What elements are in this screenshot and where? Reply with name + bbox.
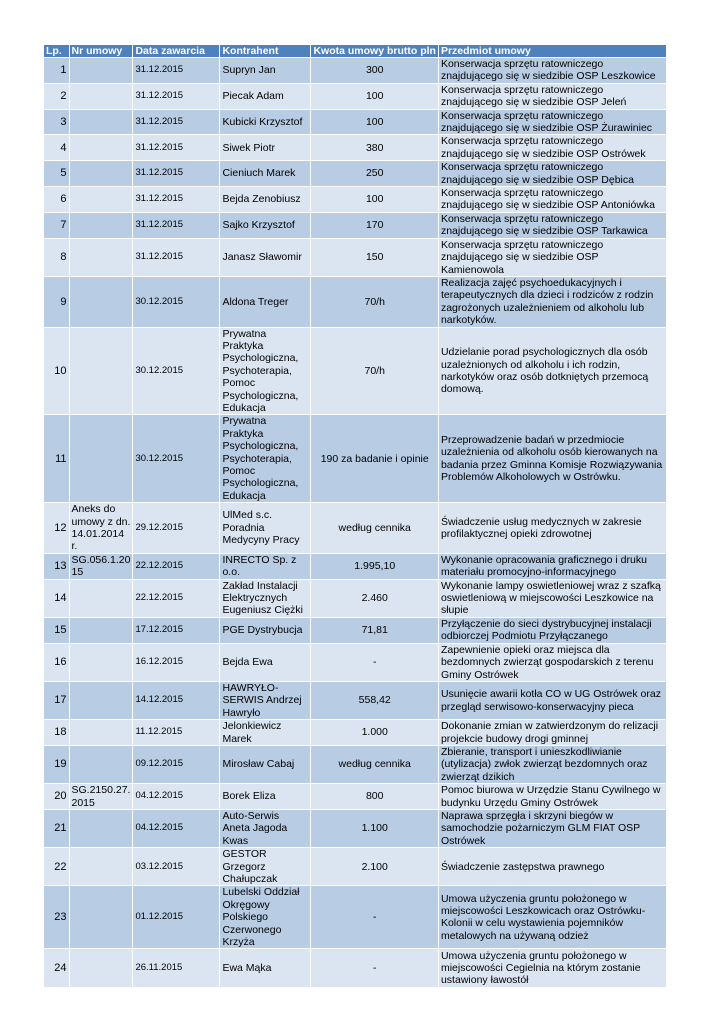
- row-amount: -: [311, 886, 439, 949]
- row-contract-number: [69, 809, 133, 847]
- row-date: 09.12.2015: [133, 745, 220, 783]
- row-contract-number: SG.056.1.20 15: [69, 553, 133, 579]
- row-date: 29.12.2015: [133, 503, 220, 554]
- row-lp: 20: [44, 784, 69, 810]
- row-amount: 71,81: [311, 617, 439, 643]
- row-contractor: Bejda Zenobiusz: [220, 187, 311, 213]
- table-row: [44, 238, 666, 276]
- row-date: 16.12.2015: [133, 643, 220, 681]
- row-date: 31.12.2015: [133, 135, 220, 161]
- row-lp: 10: [44, 327, 69, 415]
- header-lp: Lp.: [44, 45, 69, 58]
- row-contract-number: [69, 579, 133, 617]
- row-contract-number: [69, 276, 133, 327]
- table-row: [44, 327, 666, 415]
- row-lp: 14: [44, 579, 69, 617]
- row-amount: 558,42: [311, 681, 439, 719]
- row-amount: 170: [311, 212, 439, 238]
- row-subject: Umowa użyczenia gruntu położonego w miejscowości Cegielnia na którym zostanie ustawiony ławostół: [438, 949, 666, 987]
- row-amount: 800: [311, 784, 439, 810]
- row-lp: 3: [44, 109, 69, 135]
- row-amount: 1.100: [311, 809, 439, 847]
- row-contract-number: [69, 848, 133, 886]
- row-subject: Umowa użyczenia gruntu położonego w miejscowości Leszkowicach oraz Ostrówku-Kolonii w celu wystawienia pojemników metalowych na używaną odzież: [438, 886, 666, 949]
- row-contractor: Lubelski Oddział Okręgowy Polskiego Czerwonego Krzyża: [220, 886, 311, 949]
- row-date: 31.12.2015: [133, 238, 220, 276]
- row-date: 31.12.2015: [133, 187, 220, 213]
- row-subject: Konserwacja sprzętu ratowniczego znajdującego się w siedzibie OSP Antoniówka: [438, 187, 666, 213]
- row-contract-number: [69, 109, 133, 135]
- row-subject: Dokonanie zmian w zatwierdzonym do relizacji projekcie budowy drogi gminnej: [438, 720, 666, 746]
- row-date: 31.12.2015: [133, 58, 220, 84]
- row-contract-number: [69, 617, 133, 643]
- row-subject: Realizacja zajęć psychoedukacyjnych i terapeutycznych dla dzieci i rodziców z rodzin zagrożonych uzależnieniem od alkoholu lub narkotyków.: [438, 276, 666, 327]
- row-contract-number: Aneks do umowy z dn. 14.01.2014 r.: [69, 503, 133, 554]
- row-contractor: PGE Dystrybucja: [220, 617, 311, 643]
- table-row: [44, 503, 666, 554]
- row-date: 14.12.2015: [133, 681, 220, 719]
- row-amount: 190 za badanie i opinie: [311, 415, 439, 503]
- row-contractor: Cieniuch Marek: [220, 161, 311, 187]
- row-amount: 70/h: [311, 327, 439, 415]
- table-row: [44, 720, 666, 746]
- row-amount: 150: [311, 238, 439, 276]
- row-subject: Wykonanie lampy oswietleniowej wraz z szafką oswietleniową w miejscowości Leszkowice na słupie: [438, 579, 666, 617]
- table-row: [44, 886, 666, 949]
- table-row: [44, 681, 666, 719]
- row-subject: Przeprowadzenie badań w przedmiocie uzależnienia od alkoholu osób kierowanych na badania przez Gminna Komisje Rozwiązywania Problemów Alkoholowych w Ostrówku.: [438, 415, 666, 503]
- row-lp: 12: [44, 503, 69, 554]
- row-date: 31.12.2015: [133, 161, 220, 187]
- row-contract-number: [69, 949, 133, 987]
- row-contractor: Kubicki Krzysztof: [220, 109, 311, 135]
- row-date: 30.12.2015: [133, 327, 220, 415]
- row-amount: 2.460: [311, 579, 439, 617]
- row-subject: Naprawa sprzęgła i skrzyni biegów w samochodzie pożarniczym GLM FIAT OSP Ostrówek: [438, 809, 666, 847]
- row-lp: 6: [44, 187, 69, 213]
- row-lp: 18: [44, 720, 69, 746]
- table-row: [44, 109, 666, 135]
- row-date: 11.12.2015: [133, 720, 220, 746]
- row-subject: Wykonanie opracowania graficznego i druku materiału promocyjno-informacyjnego: [438, 553, 666, 579]
- row-amount: -: [311, 949, 439, 987]
- row-amount: według cennika: [311, 503, 439, 554]
- row-date: 31.12.2015: [133, 109, 220, 135]
- row-date: 26.11.2015: [133, 949, 220, 987]
- row-date: 31.12.2015: [133, 212, 220, 238]
- row-contract-number: [69, 415, 133, 503]
- table-row: [44, 135, 666, 161]
- header-contract-number: Nr umowy: [69, 45, 133, 58]
- row-contract-number: [69, 187, 133, 213]
- row-amount: 100: [311, 187, 439, 213]
- row-date: 31.12.2015: [133, 83, 220, 109]
- table-row: [44, 579, 666, 617]
- table-row: [44, 161, 666, 187]
- row-subject: Świadczenie usług medycznych w zakresie profilaktycznej opieki zdrowotnej: [438, 503, 666, 554]
- table-row: [44, 949, 666, 987]
- row-contractor: Ewa Mąka: [220, 949, 311, 987]
- header-subject: Przedmiot umowy: [438, 45, 666, 58]
- row-amount: 1.995,10: [311, 553, 439, 579]
- table-row: [44, 745, 666, 783]
- row-amount: 100: [311, 109, 439, 135]
- row-contractor: Siwek Piotr: [220, 135, 311, 161]
- row-amount: 300: [311, 58, 439, 84]
- row-amount: -: [311, 643, 439, 681]
- row-date: 17.12.2015: [133, 617, 220, 643]
- row-contract-number: SG.2150.27. 2015: [69, 784, 133, 810]
- table-row: [44, 784, 666, 810]
- row-lp: 1: [44, 58, 69, 84]
- row-subject: Zbieranie, transport i unieszkodliwianie (utylizacja) zwłok zwierząt bezdomnych oraz zwierząt dzikich: [438, 745, 666, 783]
- row-subject: Udzielanie porad psychologicznych dla osób uzależnionych od alkoholu i ich rodzin, narkotyków oraz osób dotkniętych przemocą domową.: [438, 327, 666, 415]
- row-subject: Świadczenie zastępstwa prawnego: [438, 848, 666, 886]
- row-date: 30.12.2015: [133, 415, 220, 503]
- row-subject: Pomoc biurowa w Urzędzie Stanu Cywilnego w budynku Urzędu Gminy Ostrówek: [438, 784, 666, 810]
- row-contractor: GESTOR Grzegorz Chałupczak: [220, 848, 311, 886]
- header-date: Data zawarcia: [133, 45, 220, 58]
- row-lp: 24: [44, 949, 69, 987]
- table-row: [44, 187, 666, 213]
- row-contractor: Zakład Instalacji Elektrycznych Eugeniusz Ciężki: [220, 579, 311, 617]
- row-contract-number: [69, 135, 133, 161]
- row-contractor: Sajko Krzysztof: [220, 212, 311, 238]
- row-amount: 380: [311, 135, 439, 161]
- row-subject: Usunięcie awarii kotła CO w UG Ostrówek oraz przegląd serwisowo-konserwacyjny pieca: [438, 681, 666, 719]
- row-amount: 1.000: [311, 720, 439, 746]
- table-row: [44, 58, 666, 84]
- row-lp: 17: [44, 681, 69, 719]
- row-lp: 15: [44, 617, 69, 643]
- row-contract-number: [69, 327, 133, 415]
- table-row: [44, 212, 666, 238]
- row-amount: 250: [311, 161, 439, 187]
- row-contract-number: [69, 83, 133, 109]
- row-subject: Zapewnienie opieki oraz miejsca dla bezdomnych zwierząt gospodarskich z terenu Gminy Ostrówek: [438, 643, 666, 681]
- row-subject: Konserwacja sprzętu ratowniczego znajdującego się w siedzibie OSP Ostrówek: [438, 135, 666, 161]
- row-subject: Konserwacja sprzętu ratowniczego znajdującego się w siedzibie OSP Jeleń: [438, 83, 666, 109]
- row-lp: 22: [44, 848, 69, 886]
- row-subject: Konserwacja sprzętu ratowniczego znajdującego się w siedzibie OSP Żurawiniec: [438, 109, 666, 135]
- row-lp: 23: [44, 886, 69, 949]
- table-row: [44, 276, 666, 327]
- row-contract-number: [69, 58, 133, 84]
- table-row: [44, 643, 666, 681]
- row-contractor: Aldona Treger: [220, 276, 311, 327]
- row-contractor: Piecak Adam: [220, 83, 311, 109]
- row-lp: 16: [44, 643, 69, 681]
- table-row: [44, 617, 666, 643]
- row-contractor: Prywatna Praktyka Psychologiczna, Psychoterapia, Pomoc Psychologiczna, Edukacja: [220, 327, 311, 415]
- row-contract-number: [69, 161, 133, 187]
- row-contractor: Janasz Sławomir: [220, 238, 311, 276]
- row-date: 22.12.2015: [133, 553, 220, 579]
- table-row: [44, 848, 666, 886]
- row-lp: 7: [44, 212, 69, 238]
- row-date: 04.12.2015: [133, 784, 220, 810]
- table-row: [44, 415, 666, 503]
- row-lp: 19: [44, 745, 69, 783]
- row-date: 04.12.2015: [133, 809, 220, 847]
- row-subject: Przyłączenie do sieci dystrybucyjnej instalacji odbiorczej Podmiotu Przyłączanego: [438, 617, 666, 643]
- row-subject: Konserwacja sprzętu ratowniczego znajdującego się w siedzibie OSP Tarkawica: [438, 212, 666, 238]
- row-lp: 9: [44, 276, 69, 327]
- row-contractor: INRECTO Sp. z o.o.: [220, 553, 311, 579]
- row-lp: 5: [44, 161, 69, 187]
- row-contract-number: [69, 720, 133, 746]
- row-lp: 13: [44, 553, 69, 579]
- row-date: 01.12.2015: [133, 886, 220, 949]
- row-date: 22.12.2015: [133, 579, 220, 617]
- row-date: 03.12.2015: [133, 848, 220, 886]
- row-amount: 70/h: [311, 276, 439, 327]
- table-row: [44, 553, 666, 579]
- row-contract-number: [69, 886, 133, 949]
- row-amount: według cennika: [311, 745, 439, 783]
- row-lp: 2: [44, 83, 69, 109]
- row-contractor: Jelonkiewicz Marek: [220, 720, 311, 746]
- row-contract-number: [69, 212, 133, 238]
- header-row: [44, 45, 666, 58]
- row-subject: Konserwacja sprzętu ratowniczego znajdującego się w siedzibie OSP Kamienowola: [438, 238, 666, 276]
- row-lp: 21: [44, 809, 69, 847]
- header-amount: Kwota umowy brutto pln: [311, 45, 439, 58]
- table-row: [44, 809, 666, 847]
- row-lp: 4: [44, 135, 69, 161]
- row-contract-number: [69, 238, 133, 276]
- row-contractor: HAWRYŁO-SERWIS Andrzej Hawryło: [220, 681, 311, 719]
- row-contract-number: [69, 745, 133, 783]
- row-contractor: Supryn Jan: [220, 58, 311, 84]
- row-contractor: Bejda Ewa: [220, 643, 311, 681]
- row-date: 30.12.2015: [133, 276, 220, 327]
- row-contract-number: [69, 681, 133, 719]
- row-amount: 2.100: [311, 848, 439, 886]
- row-contractor: Auto-Serwis Aneta Jagoda Kwas: [220, 809, 311, 847]
- header-contractor: Kontrahent: [220, 45, 311, 58]
- row-lp: 8: [44, 238, 69, 276]
- row-contractor: Borek Eliza: [220, 784, 311, 810]
- row-contractor: Mirosław Cabaj: [220, 745, 311, 783]
- row-subject: Konserwacja sprzętu ratowniczego znajdującego się w siedzibie OSP Leszkowice: [438, 58, 666, 84]
- row-contractor: UlMed s.c. Poradnia Medycyny Pracy: [220, 503, 311, 554]
- row-lp: 11: [44, 415, 69, 503]
- table-row: [44, 83, 666, 109]
- contracts-table: [44, 45, 667, 987]
- row-contractor: Prywatna Praktyka Psychologiczna, Psychoterapia, Pomoc Psychologiczna, Edukacja: [220, 415, 311, 503]
- row-contract-number: [69, 643, 133, 681]
- row-amount: 100: [311, 83, 439, 109]
- row-subject: Konserwacja sprzętu ratowniczego znajdującego się w siedzibie OSP Dębica: [438, 161, 666, 187]
